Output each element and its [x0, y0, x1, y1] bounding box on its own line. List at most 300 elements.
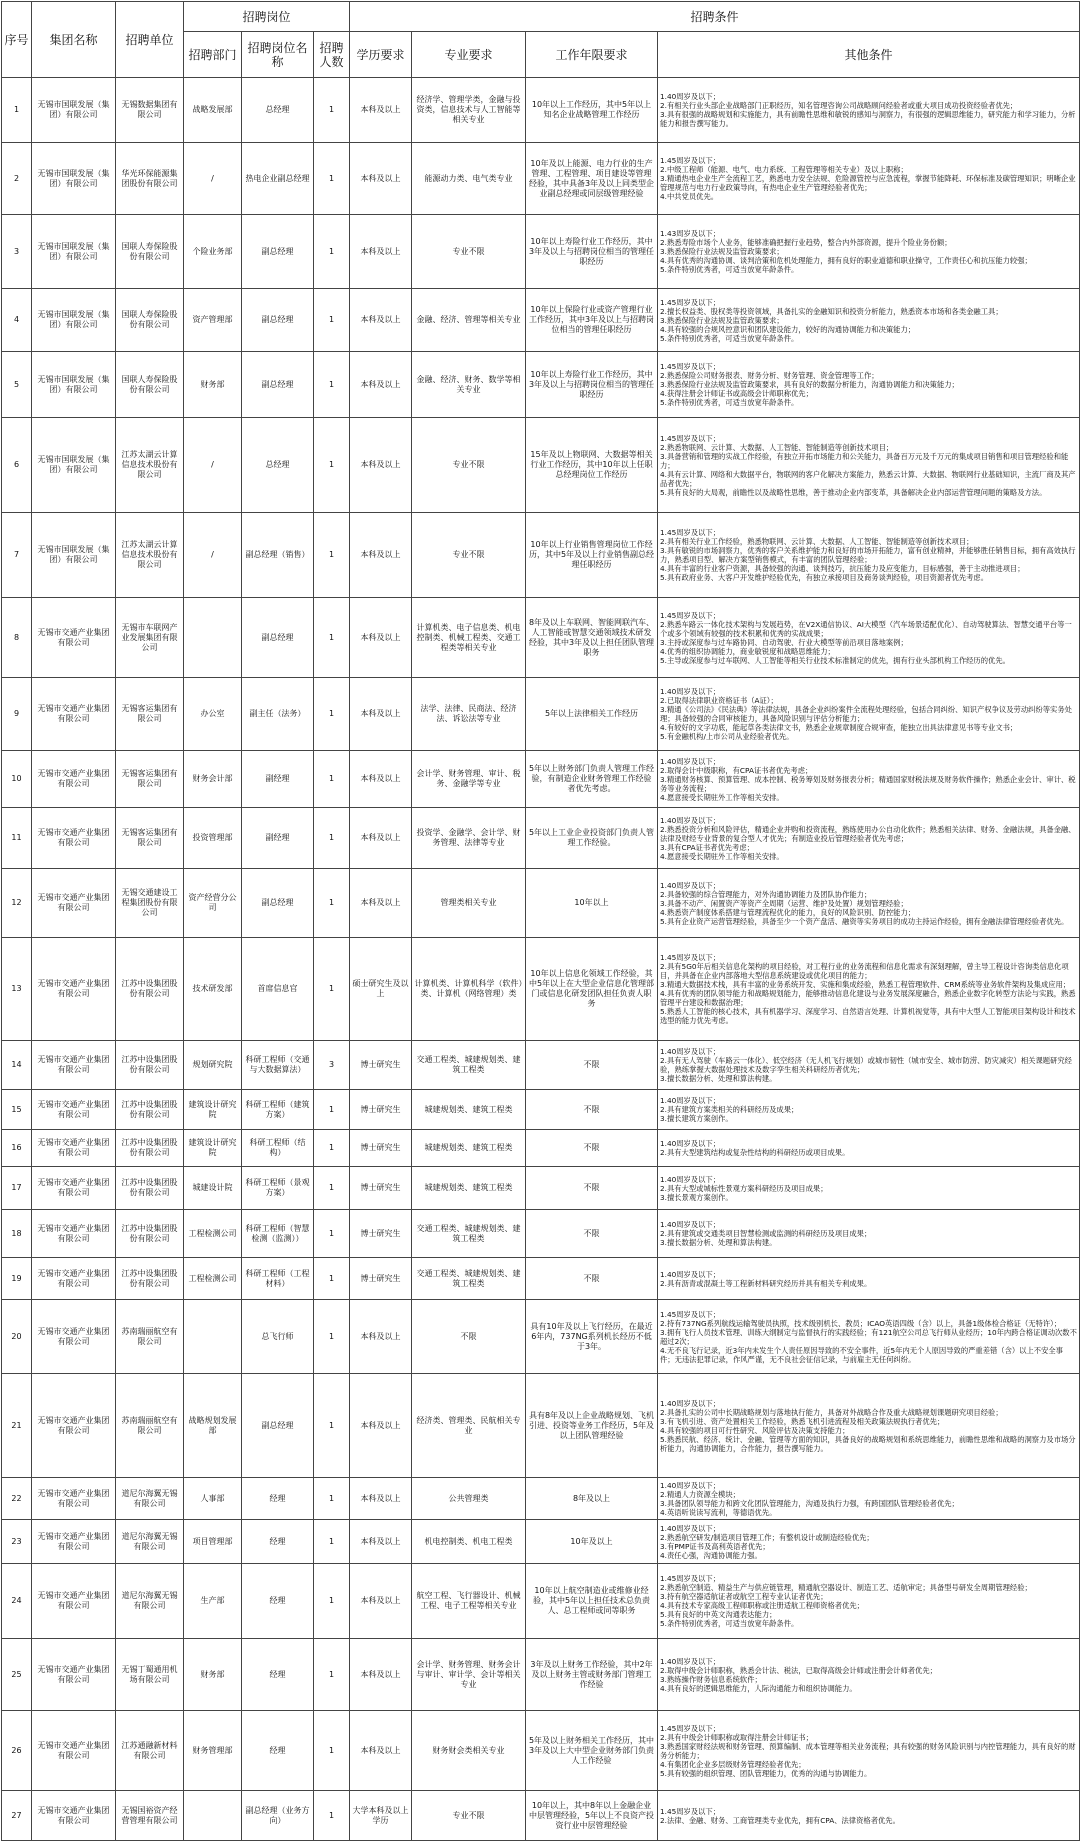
row-edu: 本科及以上 [350, 513, 412, 598]
row-unit: 无锡客运集团有限公司 [116, 751, 184, 808]
row-seq: 14 [2, 1041, 32, 1090]
table-row [2, 352, 1080, 418]
row-post-name: 热电企业副总经理 [242, 143, 314, 215]
row-group: 无锡市交通产业集团有限公司 [32, 1300, 116, 1374]
table-row [2, 418, 1080, 513]
row-seq: 17 [2, 1167, 32, 1210]
table-row [2, 1258, 1080, 1300]
row-count: 1 [314, 938, 350, 1041]
row-count: 1 [314, 751, 350, 808]
row-seq: 19 [2, 1258, 32, 1300]
header-count: 招聘人数 [314, 32, 350, 78]
row-post-name: 副经理 [242, 751, 314, 808]
row-post-name: 副总经理 [242, 869, 314, 938]
row-post-name: 副经理 [242, 808, 314, 869]
row-years: 8年及以上车联网、智能网联汽车、人工智能或智慧交通领域技术研发经验，其中3年及以上担任团队管理职务 [526, 598, 658, 678]
row-edu: 本科及以上 [350, 215, 412, 289]
row-group: 无锡市国联发展（集团）有限公司 [32, 352, 116, 418]
row-post-name: 副主任（法务） [242, 678, 314, 751]
row-post-name: 总经理 [242, 78, 314, 143]
row-unit: 道尼尔海翼无锡有限公司 [116, 1478, 184, 1520]
row-dept: 规划研究院 [184, 1041, 242, 1090]
table-row [2, 1090, 1080, 1130]
row-unit: 国联人寿保险股份有限公司 [116, 215, 184, 289]
row-unit: 江苏太湖云计算信息技术股份有限公司 [116, 418, 184, 513]
row-major: 城建规划类、建筑工程类 [412, 1167, 526, 1210]
row-unit: 国联人寿保险股份有限公司 [116, 352, 184, 418]
row-major: 专业不限 [412, 513, 526, 598]
row-major: 公共管理类 [412, 1478, 526, 1520]
row-post-name: 总飞行师 [242, 1300, 314, 1374]
row-other: 1.45周岁及以下； 2.具有5G0年后相关信息化架构的项目经验，对工程行业的业务流程和信息化需求有深刻理解，曾主导工程设计咨询类信息化项目，并具备在企业内部落地大型信息系统建设或优化项目的能力； 3.精通大数据技术栈，具有丰富的业务系统开发、实施和集成经验，熟悉工程管理软件、CRM系统等业务软件架构及集成应用； 4.具有优秀的团队领导能力和战略规划能力，能够推动信息化建设与业务发展深度融合，熟悉企业数字化转型方法论与实践，熟悉管理平台建设和数据治理； 5.熟悉人工智能的核心技术，具有机器学习、深度学习、自然语言处理、计算机视觉等，具有中大型人工智能项目架构设计和技术选型的能力优先考虑。 [658, 938, 1080, 1041]
row-dept [184, 1791, 242, 1841]
row-other: 1.45周岁及以下； 2.具有中级会计师职称或取得注册会计师证书； 3.熟悉国家财经法规和财务管理、预算编制、成本管理等相关业务流程；具有较强的财务风险识别与内控管理能力，具有良好的财务分析能力； 4.有集团化企业多层级财务管理经验者优先； 5.具有较强的组织管理、团队管理能力，优秀的沟通与协调能力。 [658, 1711, 1080, 1791]
row-unit: 江苏通融新材料有限公司 [116, 1711, 184, 1791]
row-dept [184, 598, 242, 678]
row-count: 1 [314, 352, 350, 418]
row-edu: 本科及以上 [350, 1564, 412, 1639]
row-years: 10年及以上能源、电力行业的生产管理、工程管理、项目建设等管理经验，其中具备3年及以上同类型企业副总经理或同层级管理经验 [526, 143, 658, 215]
row-major: 不限 [412, 1300, 526, 1374]
row-other: 1.43周岁及以下； 2.熟悉寿险市场个人业务，能够准确把握行业趋势，整合内外部资源，提升个险业务份额； 3.熟悉保险行业法规及监管政策要求； 4.具有优秀的沟通协调、谈判洽策和危机处理能力，拥有良好的职业道德和职业操守，工作责任心和抗压能力较强； 5.条件特别优秀者，可适当放宽年龄条件。 [658, 215, 1080, 289]
row-dept: 资产经营分公司 [184, 869, 242, 938]
row-group: 无锡市交通产业集团有限公司 [32, 1210, 116, 1258]
row-group: 无锡市交通产业集团有限公司 [32, 1258, 116, 1300]
row-other: 1.40周岁及以下； 2.具备较强的综合管理能力，对外沟通协调能力及团队协作能力； 3.具备不动产、闲置资产等资产全周期（运营、维护及处置）规划管理经验； 4.熟悉资产制度体系搭建与管理流程优化的能力，良好的风险识别、防控能力； 5.具有企业资产运营管理经验，具备至少一个资产盘活、融资等实务项目的成功主持运作经验，拥有金融法律管理经验者优先。 [658, 869, 1080, 938]
row-post-name: 科研工程师（结构） [242, 1130, 314, 1167]
row-unit: 无锡丁蜀通用机场有限公司 [116, 1639, 184, 1711]
row-years: 不限 [526, 1210, 658, 1258]
row-seq: 18 [2, 1210, 32, 1258]
row-major: 交通工程类、城建规划类、建筑工程类 [412, 1210, 526, 1258]
row-seq: 27 [2, 1791, 32, 1841]
row-group: 无锡市交通产业集团有限公司 [32, 808, 116, 869]
row-unit: 无锡国裕资产经营管理有限公司 [116, 1791, 184, 1841]
row-unit: 江苏中设集团股份有限公司 [116, 1258, 184, 1300]
row-dept: / [184, 513, 242, 598]
row-years: 10年以上行业销售管理岗位工作经历，其中5年及以上行业销售副总经理任职经历 [526, 513, 658, 598]
row-count: 1 [314, 1130, 350, 1167]
row-dept: 财务会计部 [184, 751, 242, 808]
row-major: 专业不限 [412, 418, 526, 513]
row-years: 5年以上工业企业投资部门负责人管理工作经验。 [526, 808, 658, 869]
row-other: 1.45周岁及以下； 2.熟悉车路云一体化技术架构与发展趋势，在V2X通信协议、AI大模型（汽车场景适配优化）、自动驾驶算法、智慧交通平台等一个或多个领域有较强的技术积累和优秀的实战成果； 3.主持或深度参与过车路协同、自动驾驶、行业大模型等前沿项目落地案例； 4.优秀的组织协调能力，商业敏锐度和战略思维能力； 5.主导或深度参与过车联网、人工智能等相关行业技术标准制定的优先，拥有行业头部机构工作经历的优先。 [658, 598, 1080, 678]
row-dept: / [184, 418, 242, 513]
row-count: 1 [314, 1711, 350, 1791]
row-seq: 24 [2, 1564, 32, 1639]
row-unit: 无锡交通建设工程集团股份有限公司 [116, 869, 184, 938]
row-other: 1.45周岁及以下； 2.熟悉航空制造、精益生产与供应链管理，精通航空器设计、制造工艺、适航审定；具备型号研发全周期管理经验； 3.持有航空器适航证者或航空工程专业认证者优先； 4.具有技术专家高级工程师职称或注册适航工程师资格者优先； 5.具有良好的中英文沟通表达能力； 5.条件特别优秀者，可适当放宽年龄条件。 [658, 1564, 1080, 1639]
row-group: 无锡市交通产业集团有限公司 [32, 1639, 116, 1711]
row-years: 10年以上工作经历，其中5年以上知名企业战略管理工作经历 [526, 78, 658, 143]
row-count: 1 [314, 869, 350, 938]
row-other: 1.40周岁及以下； 2.具有大型建筑结构或复杂性结构的科研经历或项目成果。 [658, 1130, 1080, 1167]
row-post-name: 副总经理（销售） [242, 513, 314, 598]
row-dept: 工程检测公司 [184, 1258, 242, 1300]
row-group: 无锡市交通产业集团有限公司 [32, 938, 116, 1041]
row-count: 1 [314, 418, 350, 513]
row-years: 3年及以上财务工作经验，其中2年及以上财务主管或财务部门管理工作经验 [526, 1639, 658, 1711]
row-dept: 建筑设计研究院 [184, 1130, 242, 1167]
row-group: 无锡市交通产业集团有限公司 [32, 1520, 116, 1564]
row-other: 1.45周岁及以下； 2.中级工程师（能源、电气、电力系统、工程管理等相关专业）及以上职称； 3.精通热电企业生产全流程工艺，熟悉电力安全法规、危险源管控与应急流程，掌握节能降耗、环保标准及碳管理知识；明晰企业管理规范与电力行业政策导向，有热电企业生产管理经验者优先； 4.中共党员优先。 [658, 143, 1080, 215]
header-post-name: 招聘岗位名称 [242, 32, 314, 78]
row-seq: 22 [2, 1478, 32, 1520]
row-other: 1.45周岁及以下； 2.具有相关行业工作经验，熟悉物联网、云计算、大数据、人工智能、智能制造等创新技术项目； 3.具有敏锐的市场洞察力，优秀的客户关系维护能力和良好的市场开拓能力，富有创业精神，并能够胜任销售目标，拥有高效执行力，熟悉项目型、解决方案型销售模式，有丰富的团队管理经验； 4.具有丰富的行业客户资源，具备较强的沟通、谈判技巧，抗压能力及应变能力，目标感强，善于主动推进项目； 5.具有政府业务、大客户开发维护经验优先，有独立承接项目及商务谈判经验，项目资源者优先考虑。 [658, 513, 1080, 598]
table-row [2, 1791, 1080, 1841]
row-unit: 道尼尔海翼无锡有限公司 [116, 1564, 184, 1639]
row-group: 无锡市交通产业集团有限公司 [32, 1130, 116, 1167]
row-post-name: 科研工程师（工程材料） [242, 1258, 314, 1300]
row-major: 财务财会类相关专业 [412, 1711, 526, 1791]
row-seq: 25 [2, 1639, 32, 1711]
row-count: 1 [314, 1564, 350, 1639]
table-row [2, 215, 1080, 289]
row-count: 1 [314, 1258, 350, 1300]
row-edu: 博士研究生 [350, 1090, 412, 1130]
table-row [2, 1478, 1080, 1520]
row-unit: 江苏中设集团股份有限公司 [116, 1130, 184, 1167]
row-major: 经济类、管理类、民航相关专业 [412, 1374, 526, 1478]
row-count: 1 [314, 598, 350, 678]
row-group: 无锡市交通产业集团有限公司 [32, 1791, 116, 1841]
row-unit: 江苏中设集团股份有限公司 [116, 1041, 184, 1090]
row-years: 15年及以上物联网、大数据等相关行业工作经历，其中10年以上任职总经理岗位工作经历 [526, 418, 658, 513]
row-count: 1 [314, 1210, 350, 1258]
row-count: 1 [314, 289, 350, 352]
row-other: 1.45周岁及以下； 2.持有737NG系列航线运输驾驶员执照，技术级别机长、教员；ICAO英语四级（含）以上，具备1级体检合格证（无特许）； 3.拥有飞行人员技术管理、训练大纲制定与监督执行的实践经验；有121航空公司总飞行师从业经历；10年内跨合格证调动次数不超过2次； 4.无不良飞行记录，近3年内未发生个人责任原因导致的不安全事件，近5年内无个人原因导致的严重差错（含）以上不安全事件；无违法犯罪记录，作风严谨，无不良社会征信记录，与前雇主无任何纠纷。 [658, 1300, 1080, 1374]
row-major: 经济学、管理学类，金融与投资类，信息技术与人工智能等相关专业 [412, 78, 526, 143]
header-dept: 招聘部门 [184, 32, 242, 78]
row-seq: 15 [2, 1090, 32, 1130]
table-row [2, 1041, 1080, 1090]
row-dept: 工程检测公司 [184, 1210, 242, 1258]
row-seq: 23 [2, 1520, 32, 1564]
row-group: 无锡市交通产业集团有限公司 [32, 678, 116, 751]
row-group: 无锡市国联发展（集团）有限公司 [32, 289, 116, 352]
header-group: 集团名称 [32, 2, 116, 78]
row-count: 1 [314, 1791, 350, 1841]
row-post-name: 经理 [242, 1711, 314, 1791]
row-other: 1.45周岁及以下； 2.熟悉保险公司财务报表、财务分析、财务管理、资金管理等工作； 3.熟悉保险行业法规及监管政策要求，具有良好的数据分析能力，沟通协调能力和决策能力； 4.获得注册会计师证书或高级会计师职称优先； 5.条件特别优秀者，可适当放宽年龄条件。 [658, 352, 1080, 418]
row-unit: 无锡客运集团有限公司 [116, 808, 184, 869]
table-row [2, 289, 1080, 352]
row-group: 无锡市国联发展（集团）有限公司 [32, 143, 116, 215]
row-count: 1 [314, 1090, 350, 1130]
row-post-name: 总经理 [242, 418, 314, 513]
row-other: 1.40周岁及以下； 2.具有无人驾驶（车路云一体化）、低空经济（无人机飞行规划）或城市韧性（城市安全、城市防涝、防灾减灾）相关课题研究经验，熟练掌握大数据处理技术及数字孪生相关科研经历者优先； 3.擅长数据分析、处理和算法构建。 [658, 1041, 1080, 1090]
header-unit: 招聘单位 [116, 2, 184, 78]
row-edu: 博士研究生 [350, 1258, 412, 1300]
row-count: 1 [314, 1478, 350, 1520]
row-post-name: 副总经理（业务方向） [242, 1791, 314, 1841]
row-edu: 本科及以上 [350, 751, 412, 808]
row-group: 无锡市交通产业集团有限公司 [32, 751, 116, 808]
row-post-name: 经理 [242, 1639, 314, 1711]
row-edu: 博士研究生 [350, 1210, 412, 1258]
row-count: 1 [314, 143, 350, 215]
row-major: 专业不限 [412, 215, 526, 289]
row-dept: 个险业务部 [184, 215, 242, 289]
row-other: 1.45周岁及以下； 2.法律、金融、财务、工商管理类专业优先，拥有CPA、法律资格者优先。 [658, 1791, 1080, 1841]
table-row [2, 1374, 1080, 1478]
row-years: 具有8年及以上企业战略规划、飞机引进、投资等业务工作经历，5年及以上团队管理经验 [526, 1374, 658, 1478]
row-seq: 2 [2, 143, 32, 215]
row-seq: 9 [2, 678, 32, 751]
row-major: 法学、法律、民商法、经济法、诉讼法等专业 [412, 678, 526, 751]
row-unit: 江苏中设集团股份有限公司 [116, 1167, 184, 1210]
row-other: 1.40周岁及以下； 2.取得会计中级职称，有CPA证书者优先考虑； 3.精通财务核算、预算管理、成本控制、税务筹划及财务报表分析；精通国家财税法规及财务软件操作；熟悉企业会计、审计、税务等业务流程； 4.愿意接受长期驻外工作等相关安排。 [658, 751, 1080, 808]
recruitment-table [1, 1, 1080, 1841]
table-row [2, 869, 1080, 938]
row-count: 1 [314, 1520, 350, 1564]
row-dept: 办公室 [184, 678, 242, 751]
row-count: 1 [314, 215, 350, 289]
row-years: 10年以上寿险行业工作经历，其中3年及以上与招聘岗位相当的管理任职经历 [526, 215, 658, 289]
table-row [2, 78, 1080, 143]
row-edu: 本科及以上 [350, 678, 412, 751]
row-count: 1 [314, 1374, 350, 1478]
row-edu: 大学本科及以上学历 [350, 1791, 412, 1841]
row-count: 1 [314, 678, 350, 751]
table-row [2, 808, 1080, 869]
row-edu: 本科及以上 [350, 1478, 412, 1520]
row-dept: 技术研发部 [184, 938, 242, 1041]
row-post-name: 副总经理 [242, 289, 314, 352]
row-other: 1.40周岁及以下； 2.具备扎实的公司中长期战略规划与落地执行能力，具备对外战略合作及重大战略规划课题研究项目经验； 3.有飞机引进、资产处置相关工作经验，熟悉飞机引进流程及相关政策法规执行者优先； 4.具有较强的项目可行性研究、风险评估及决策支持能力； 5.熟悉民航、经济、统计、金融、管理等方面的知识，具备良好的战略规划和系统思维能力，前瞻性思维和战略的洞察力及市场分析能力，沟通协调能力，合作能力，报告撰写能力。 [658, 1374, 1080, 1478]
row-edu: 本科及以上 [350, 143, 412, 215]
row-seq: 20 [2, 1300, 32, 1374]
row-seq: 13 [2, 938, 32, 1041]
row-other: 1.45周岁及以下； 2.擅长权益类、股权类等投资领域，具备扎实的金融知识和投资分析能力，熟悉资本市场和各类金融工具； 3.熟悉保险行业法规及监管政策要求； 4.具有较强的合规风控意识和团队建设能力，较好的沟通协调能力和决策能力； 5.条件特别优秀者，可适当放宽年龄条件。 [658, 289, 1080, 352]
row-years: 5年以上法律相关工作经历 [526, 678, 658, 751]
table-row [2, 751, 1080, 808]
header-seq: 序号 [2, 2, 32, 78]
row-unit: 国联人寿保险股份有限公司 [116, 289, 184, 352]
row-other: 1.40周岁及以下； 2.具有大型或城标性景观方案科研经历及项目成果； 3.擅长景观方案创作。 [658, 1167, 1080, 1210]
row-seq: 11 [2, 808, 32, 869]
row-count: 3 [314, 1041, 350, 1090]
row-seq: 26 [2, 1711, 32, 1791]
row-major: 投资学、金融学、会计学、财务管理、法律等专业 [412, 808, 526, 869]
row-count: 1 [314, 1167, 350, 1210]
row-dept: 项目管理部 [184, 1520, 242, 1564]
table-row [2, 1639, 1080, 1711]
table-row [2, 143, 1080, 215]
row-unit: 无锡客运集团有限公司 [116, 678, 184, 751]
row-unit: 道尼尔海翼无锡有限公司 [116, 1520, 184, 1564]
table-row [2, 1130, 1080, 1167]
header-other: 其他条件 [658, 32, 1080, 78]
row-group: 无锡市交通产业集团有限公司 [32, 598, 116, 678]
row-dept: 投资管理部 [184, 808, 242, 869]
row-years: 10年以上寿险行业工作经历，其中3年及以上与招聘岗位相当的管理任职经历 [526, 352, 658, 418]
row-group: 无锡市国联发展（集团）有限公司 [32, 513, 116, 598]
row-dept: 财务部 [184, 352, 242, 418]
row-count: 1 [314, 1300, 350, 1374]
row-count: 1 [314, 513, 350, 598]
row-dept: 财务部 [184, 1639, 242, 1711]
row-other: 1.40周岁及以下； 2.具有沥青或混凝土等工程新材料研究经历并具有相关专利成果。 [658, 1258, 1080, 1300]
row-unit: 江苏太湖云计算信息技术股份有限公司 [116, 513, 184, 598]
row-major: 会计学、财务管理、审计、税务、金融学等专业 [412, 751, 526, 808]
row-years: 具有10年及以上飞行经历，在最近6年内，737NG系列机长经历不低于3年。 [526, 1300, 658, 1374]
row-dept: 生产部 [184, 1564, 242, 1639]
row-dept: 城建设计院 [184, 1167, 242, 1210]
row-dept: 人事部 [184, 1478, 242, 1520]
row-post-name: 科研工程师（交通与大数据算法） [242, 1041, 314, 1090]
row-unit: 江苏中设集团股份有限公司 [116, 1210, 184, 1258]
row-group: 无锡市交通产业集团有限公司 [32, 1090, 116, 1130]
row-years: 8年及以上 [526, 1478, 658, 1520]
header-major: 专业要求 [412, 32, 526, 78]
row-group: 无锡市交通产业集团有限公司 [32, 1711, 116, 1791]
row-edu: 本科及以上 [350, 289, 412, 352]
row-seq: 6 [2, 418, 32, 513]
row-edu: 博士研究生 [350, 1041, 412, 1090]
row-seq: 16 [2, 1130, 32, 1167]
row-dept: 建筑设计研究院 [184, 1090, 242, 1130]
row-post-name: 副总经理 [242, 598, 314, 678]
row-unit: 江苏中设集团股份有限公司 [116, 938, 184, 1041]
row-other: 1.40周岁及以下； 2.熟悉投资分析和风险评估，精通企业并购和投资流程，熟练使用办公自动化软件；熟悉相关法律、财务、金融法规，具备金融、法律及财经专业背景的复合型人才优先；有制造业投后管理经验者优先考虑； 3.具有CPA证书者优先考虑； 4.愿意接受长期驻外工作等相关安排。 [658, 808, 1080, 869]
row-group: 无锡市交通产业集团有限公司 [32, 1374, 116, 1478]
row-years: 不限 [526, 1167, 658, 1210]
row-edu: 本科及以上 [350, 1300, 412, 1374]
row-post-name: 经理 [242, 1478, 314, 1520]
row-unit: 苏南瑞丽航空有限公司 [116, 1374, 184, 1478]
row-seq: 3 [2, 215, 32, 289]
row-years: 10年以上信息化领域工作经验，其中5年以上在大型企业信息化管理部门或信息化研发团队担任负责人职务 [526, 938, 658, 1041]
row-years: 5年及以上财务相关工作经历，其中3年及以上大中型企业财务部门负责人工作经验 [526, 1711, 658, 1791]
row-group: 无锡市交通产业集团有限公司 [32, 1478, 116, 1520]
row-group: 无锡市交通产业集团有限公司 [32, 1041, 116, 1090]
row-years: 10年以上 [526, 869, 658, 938]
row-post-name: 副总经理 [242, 352, 314, 418]
row-years: 不限 [526, 1130, 658, 1167]
row-seq: 8 [2, 598, 32, 678]
row-unit: 华光环保能源集团股份有限公司 [116, 143, 184, 215]
row-unit: 苏南瑞丽航空有限公司 [116, 1300, 184, 1374]
row-major: 城建规划类、建筑工程类 [412, 1130, 526, 1167]
row-major: 交通工程类、城建规划类、建筑工程类 [412, 1258, 526, 1300]
row-edu: 本科及以上 [350, 418, 412, 513]
header-cond-group: 招聘条件 [350, 2, 1080, 32]
row-other: 1.40周岁及以下； 2.精通人力资源全模块； 3.具备团队领导能力和跨文化团队管理能力，沟通及执行力强，有跨国团队管理经验者优先； 4.英语听说读写流利，等德语优先。 [658, 1478, 1080, 1520]
row-count: 1 [314, 808, 350, 869]
row-unit: 无锡数据集团有限公司 [116, 78, 184, 143]
row-other: 1.40周岁及以下； 2.具有建筑方案类相关的科研经历及成果； 3.擅长建筑方案创作。 [658, 1090, 1080, 1130]
row-major: 计算机类、计算机科学（软件）类、计算机（网络管理）类 [412, 938, 526, 1041]
row-edu: 本科及以上 [350, 808, 412, 869]
header-post-group: 招聘岗位 [184, 2, 350, 32]
table-row [2, 938, 1080, 1041]
row-major: 计算机类、电子信息类、机电控制类、机械工程类、交通工程类等相关专业 [412, 598, 526, 678]
row-seq: 7 [2, 513, 32, 598]
table-row [2, 1711, 1080, 1791]
row-other: 1.40周岁及以下； 2.取得中级会计师职称，熟悉会计法、税法，已取得高级会计师或注册会计师者优先； 3.熟练操作财务信息系统软件； 4.具有良好的逻辑思维能力，人际沟通能力和组织协调能力。 [658, 1639, 1080, 1711]
row-unit: 江苏中设集团股份有限公司 [116, 1090, 184, 1130]
row-edu: 博士研究生 [350, 1130, 412, 1167]
row-post-name: 科研工程师（建筑方案） [242, 1090, 314, 1130]
row-dept [184, 1300, 242, 1374]
row-group: 无锡市交通产业集团有限公司 [32, 1167, 116, 1210]
row-post-name: 副总经理 [242, 1374, 314, 1478]
row-count: 1 [314, 78, 350, 143]
row-post-name: 科研工程师（景观方案） [242, 1167, 314, 1210]
row-edu: 博士研究生 [350, 1167, 412, 1210]
header-years: 工作年限要求 [526, 32, 658, 78]
row-major: 管理类相关专业 [412, 869, 526, 938]
row-edu: 本科及以上 [350, 352, 412, 418]
row-edu: 本科及以上 [350, 598, 412, 678]
row-years: 5年以上财务部门负责人管理工作经验，有制造企业财务管理工作经验者优先考虑。 [526, 751, 658, 808]
row-major: 专业不限 [412, 1791, 526, 1841]
row-years: 10年以上航空制造业或维修业经验，其中5年以上担任技术总负责人、总工程师或同等职务 [526, 1564, 658, 1639]
row-years: 不限 [526, 1090, 658, 1130]
row-post-name: 副总经理 [242, 215, 314, 289]
row-dept: 战略规划发展部 [184, 1374, 242, 1478]
row-edu: 本科及以上 [350, 1374, 412, 1478]
row-post-name: 科研工程师（智慧检测（监测）） [242, 1210, 314, 1258]
table-row [2, 513, 1080, 598]
row-edu: 本科及以上 [350, 1520, 412, 1564]
header-edu: 学历要求 [350, 32, 412, 78]
row-group: 无锡市交通产业集团有限公司 [32, 1564, 116, 1639]
row-major: 金融、经济、财务、数学等相关专业 [412, 352, 526, 418]
row-years: 10年及以上 [526, 1520, 658, 1564]
row-edu: 本科及以上 [350, 1711, 412, 1791]
row-major: 能源动力类、电气类专业 [412, 143, 526, 215]
row-dept: 资产管理部 [184, 289, 242, 352]
row-dept: / [184, 143, 242, 215]
row-dept: 战略发展部 [184, 78, 242, 143]
row-years: 不限 [526, 1041, 658, 1090]
row-edu: 本科及以上 [350, 869, 412, 938]
row-major: 金融、经济、管理等相关专业 [412, 289, 526, 352]
row-seq: 4 [2, 289, 32, 352]
row-other: 1.45周岁及以下； 2.熟悉物联网、云计算、大数据、人工智能、智能制造等创新技术项目； 3.具备营销和管理的实战工作经验，有独立开拓市场能力和公关能力，具备百万元及千万元的集成项目销售和项目管理经验和能力； 4.具有云计算、网络和大数据平台，物联网的客户化解决方案能力，熟悉云计算、大数据、物联网行业基础知识，主流厂商及其产品者优先； 5.具有良好的大局观，前瞻性以及战略性思维，善于推动企业内部变革，具备解决企业内部运营管理问题的策略及方法。 [658, 418, 1080, 513]
row-other: 1.40周岁及以下； 2.熟悉航空研发/制造项目管理工作；有整机设计或制造经验优先； 3.有PMP证书及高利英语者优先； 4.责任心强，沟通协调能力强。 [658, 1520, 1080, 1564]
row-major: 会计学、财务管理、财务会计与审计、审计学、会计等相关专业 [412, 1639, 526, 1711]
row-seq: 1 [2, 78, 32, 143]
table-row [2, 1210, 1080, 1258]
row-seq: 10 [2, 751, 32, 808]
row-edu: 本科及以上 [350, 78, 412, 143]
row-major: 交通工程类、城建规划类、建筑工程类 [412, 1041, 526, 1090]
row-years: 10年以上，其中8年以上金融企业中层管理经验，5年以上不良资产投资行业中层管理经验 [526, 1791, 658, 1841]
row-post-name: 首席信息官 [242, 938, 314, 1041]
table-row [2, 1520, 1080, 1564]
row-count: 1 [314, 1639, 350, 1711]
row-post-name: 经理 [242, 1564, 314, 1639]
table-row [2, 678, 1080, 751]
row-group: 无锡市国联发展（集团）有限公司 [32, 78, 116, 143]
row-post-name: 经理 [242, 1520, 314, 1564]
table-row [2, 1167, 1080, 1210]
row-unit: 无锡市车联网产业发展集团有限公司 [116, 598, 184, 678]
row-seq: 12 [2, 869, 32, 938]
row-seq: 21 [2, 1374, 32, 1478]
row-other: 1.40周岁及以下； 2.已取得法律职业资格证书（A证）； 3.精通《公司法》《民法典》等法律法规，具备企业纠纷案件全流程处理经验，包括合同纠纷、知识产权争议及劳动纠纷等实务处理；具备较强的合同审核能力，具备风险识别与评估分析能力； 4.有较好的文字功底，能起草各类法律文书，熟悉企业规章制度合规审查，能独立出具法律意见书等专业文书； 5.有金融机构/上市公司从业经验者优先。 [658, 678, 1080, 751]
row-group: 无锡市国联发展（集团）有限公司 [32, 215, 116, 289]
table-row [2, 598, 1080, 678]
row-edu: 本科及以上 [350, 1639, 412, 1711]
row-seq: 5 [2, 352, 32, 418]
table-row [2, 1564, 1080, 1639]
row-edu: 硕士研究生及以上 [350, 938, 412, 1041]
row-group: 无锡市交通产业集团有限公司 [32, 869, 116, 938]
